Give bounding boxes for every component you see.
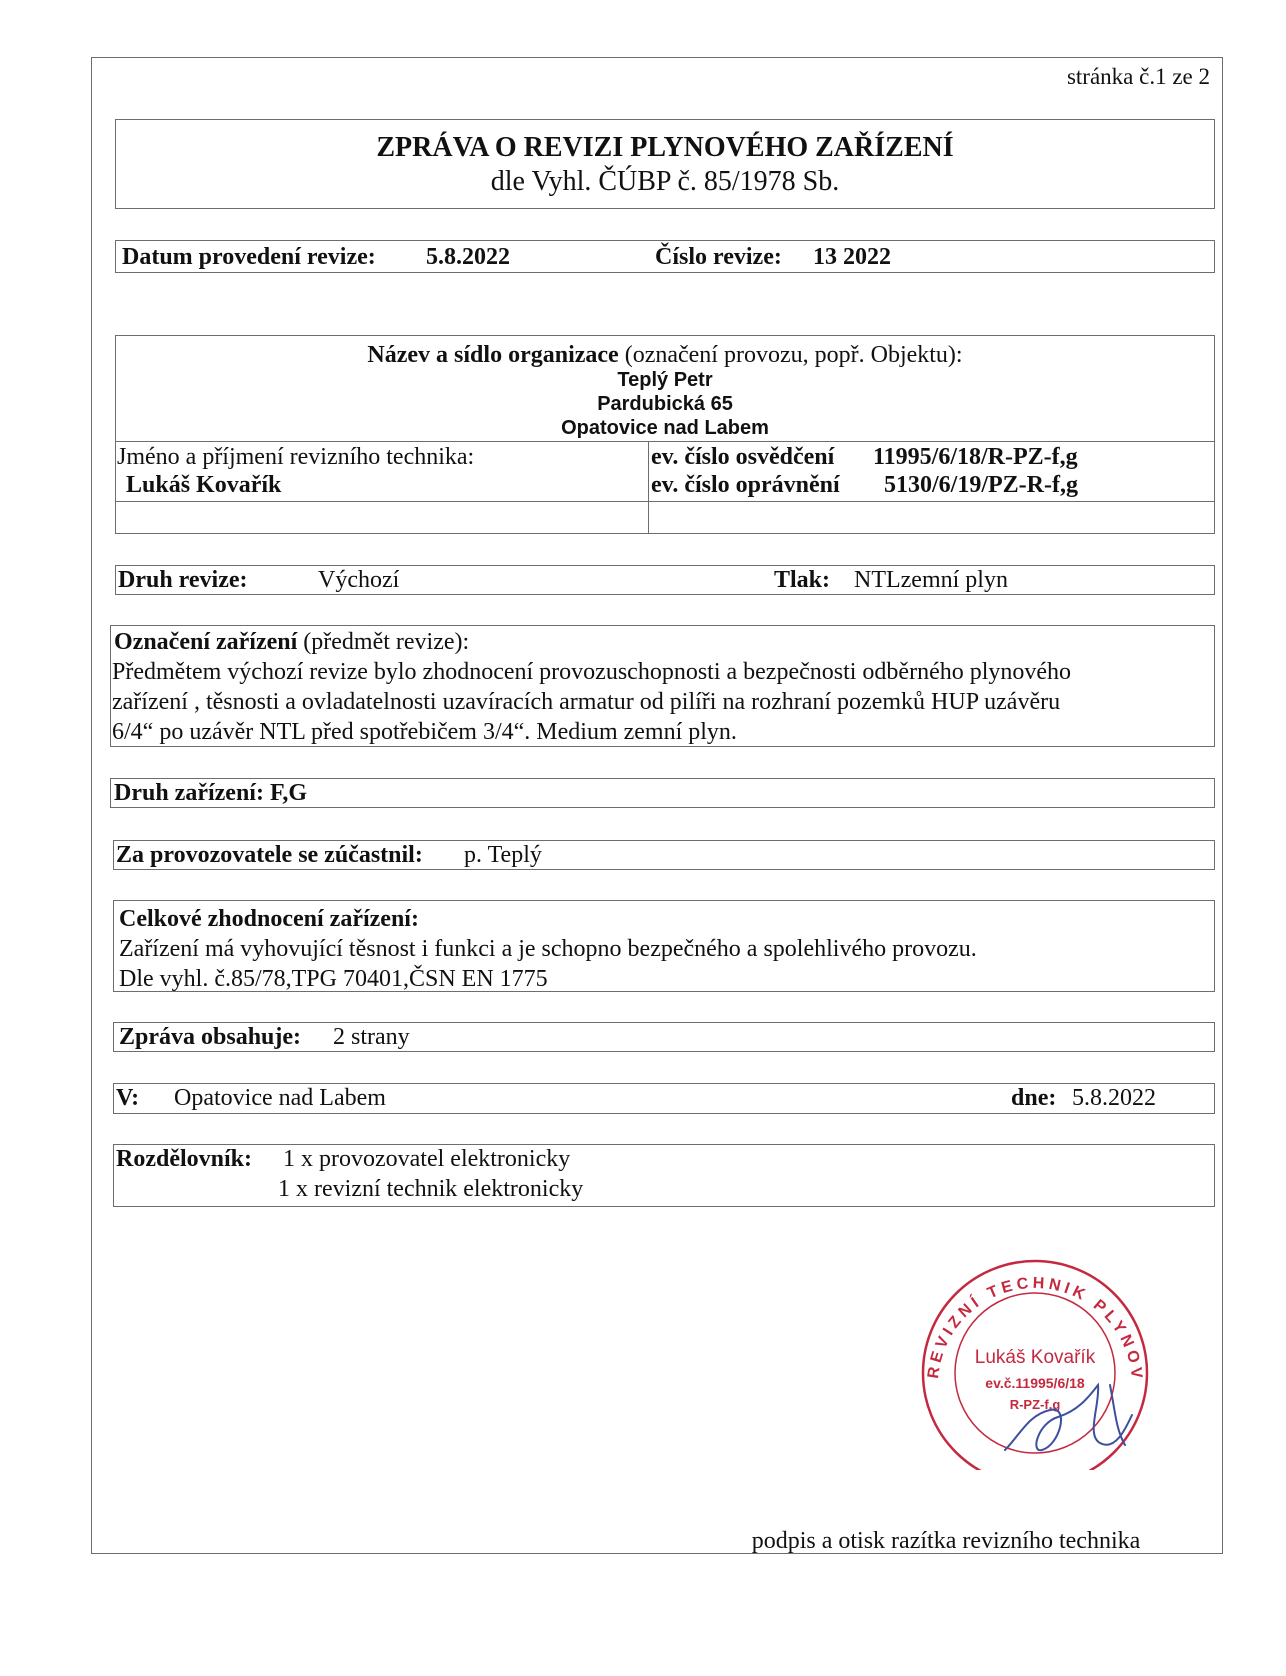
technician-right-cell xyxy=(648,441,1215,502)
evaluation-line: Zařízení má vyhovující těsnost i funkci a je schopno bezpečného a spolehlivého provozu. xyxy=(119,936,977,962)
pages-label: Zpráva obsahuje: xyxy=(119,1024,302,1050)
operator-label: Za provozovatele se zúčastnil: xyxy=(116,842,423,868)
revision-type-value: Výchozí xyxy=(318,567,400,593)
technician-label: Jméno a příjmení revizního technika: xyxy=(117,444,475,470)
stamp-ring-text: REVIZNÍ TECHNIK PLYNOV xyxy=(925,1274,1146,1383)
cert-value: 11995/6/18/R-PZ-f,g xyxy=(873,444,1078,470)
official-stamp xyxy=(910,1245,1160,1470)
date-row xyxy=(115,240,1215,273)
pressure-label: Tlak: xyxy=(774,567,831,593)
place-date-label: dne: xyxy=(1011,1085,1057,1111)
device-designation-line: 6/4“ po uzávěr NTL před spotřebičem 3/4“. Medium zemní plyn. xyxy=(112,719,737,745)
auth-value: 5130/6/19/PZ-R-f,g xyxy=(884,472,1078,498)
technician-left-cell xyxy=(115,441,649,502)
revision-date-value: 5.8.2022 xyxy=(426,244,510,270)
evaluation-line: Dle vyhl. č.85/78,TPG 70401,ČSN EN 1775 xyxy=(119,966,548,992)
empty-right-cell xyxy=(648,501,1215,534)
technician-name: Lukáš Kovařík xyxy=(126,472,282,498)
pages-value: 2 strany xyxy=(333,1024,410,1050)
signature-caption: podpis a otisk razítka revizního technika xyxy=(751,1528,1141,1554)
stamp-name: Lukáš Kovařík xyxy=(974,1347,1096,1368)
operator-row xyxy=(113,840,1215,870)
page-subtitle: dle Vyhl. ČÚBP č. 85/1978 Sb. xyxy=(490,166,840,197)
operator-value: p. Teplý xyxy=(464,842,542,868)
distribution-line: 1 x revizní technik elektronicky xyxy=(278,1176,584,1202)
device-type-label: Druh zařízení: F,G xyxy=(114,780,308,806)
revision-type-label: Druh revize: xyxy=(118,567,248,593)
device-type-row xyxy=(110,778,1215,808)
stamp-suffix: R-PZ-f,g xyxy=(1009,1397,1061,1412)
pages-row xyxy=(113,1022,1215,1052)
distribution-box xyxy=(113,1144,1215,1207)
distribution-label: Rozdělovník: xyxy=(116,1146,253,1172)
organization-name: Teplý Petr xyxy=(617,369,713,391)
organization-street: Pardubická 65 xyxy=(597,393,733,415)
auth-label: ev. číslo oprávnění xyxy=(651,472,840,498)
stamp-number: ev.č.11995/6/18 xyxy=(985,1375,1085,1391)
revision-type-row xyxy=(115,565,1215,595)
cert-label: ev. číslo osvědčení xyxy=(651,444,835,470)
place-date-value: 5.8.2022 xyxy=(1072,1085,1156,1111)
page-title: ZPRÁVA O REVIZI PLYNOVÉHO ZAŘÍZENÍ xyxy=(376,132,954,163)
device-designation-line: Předmětem výchozí revize bylo zhodnocení provozuschopnosti a bezpečnosti odběrného plynového xyxy=(112,659,1072,685)
place-value: Opatovice nad Labem xyxy=(174,1085,386,1111)
organization-city: Opatovice nad Labem xyxy=(561,417,769,439)
page-number: stránka č.1 ze 2 xyxy=(1066,64,1210,89)
revision-number-label: Číslo revize: xyxy=(655,244,782,270)
empty-left-cell xyxy=(115,501,649,534)
signature-scribble xyxy=(1005,1385,1132,1450)
pressure-value: NTLzemní plyn xyxy=(854,567,1008,593)
device-designation-box xyxy=(110,625,1215,747)
organization-box xyxy=(115,335,1215,442)
title-box xyxy=(115,119,1215,209)
place-label: V: xyxy=(116,1085,140,1111)
stamp-inner-ring xyxy=(955,1293,1115,1453)
revision-date-label: Datum provedení revize: xyxy=(122,244,376,270)
evaluation-label: Celkové zhodnocení zařízení: xyxy=(119,906,419,932)
device-designation-label: Označení zařízení (předmět revize): xyxy=(114,629,470,655)
stamp-graphic xyxy=(910,1245,1160,1470)
place-row xyxy=(113,1083,1215,1114)
revision-number-value: 13 2022 xyxy=(813,244,891,270)
evaluation-box xyxy=(113,900,1215,992)
organization-label: Název a sídlo organizace (označení provozu, popř. Objektu): xyxy=(367,342,963,368)
distribution-line: 1 x provozovatel elektronicky xyxy=(283,1146,571,1172)
device-designation-line: zařízení , těsnosti a ovladatelnosti uzavíracích armatur od pilíři na rozhraní pozemků HUP uzávěru xyxy=(112,689,1061,715)
